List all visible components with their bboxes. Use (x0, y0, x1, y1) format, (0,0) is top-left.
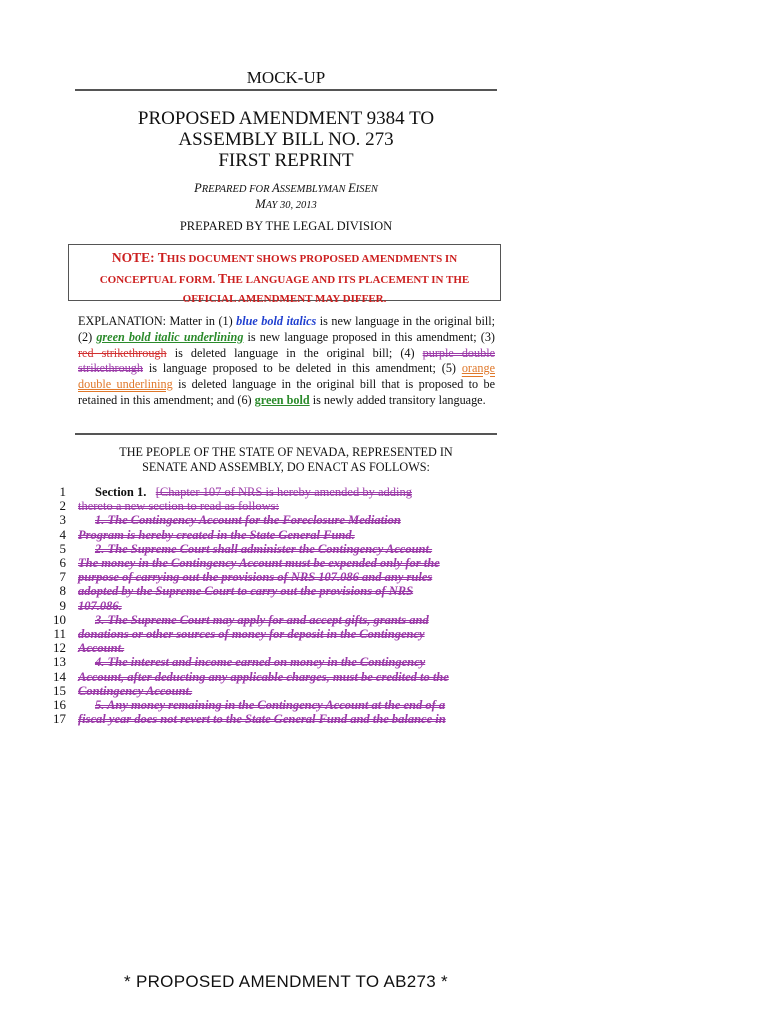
body-line: 2. The Supreme Court shall administer the Contingency Account. (95, 541, 433, 556)
note-text: CONCEPTUAL FORM. (99, 274, 218, 286)
body-line: 1. The Contingency Account for the Foreclosure Mediation (95, 513, 401, 528)
document-title (75, 108, 497, 171)
name-initial: A (272, 181, 280, 195)
line-number: 17 (53, 711, 66, 727)
line-number: 9 (59, 597, 66, 613)
body-line: 107.086. (78, 598, 122, 613)
body-line: 5. Any money remaining in the Contingency Account at the end of a (95, 698, 446, 713)
line-number: 6 (59, 555, 66, 571)
legal-division: PREPARED BY THE LEGAL DIVISION (179, 219, 393, 233)
line-number: 10 (53, 611, 66, 627)
line-number: 15 (53, 682, 66, 698)
prepared-initial: P (194, 181, 202, 195)
title-line: FIRST REPRINT (218, 150, 354, 171)
surname-initial: E (348, 181, 356, 195)
body-line: fiscal year does not revert to the State General Fund and the balance in (78, 712, 446, 727)
body-line: Contingency Account. (78, 683, 193, 698)
date-initial: M (255, 197, 266, 211)
body-line: The money in the Contingency Account must be expended only for the (78, 556, 440, 571)
body-line: donations or other sources of money for deposit in the Contingency (78, 627, 425, 642)
line-number: 13 (53, 654, 66, 670)
date-line (75, 197, 497, 213)
line-numbers (38, 485, 66, 726)
title-line: ASSEMBLY BILL NO. 273 (178, 129, 394, 150)
line-number: 3 (59, 512, 66, 528)
line-number: 2 (59, 498, 66, 514)
name-rest: SSEMBLYMAN (279, 184, 349, 195)
prepared-for (75, 181, 497, 213)
line-number: 11 (53, 626, 66, 642)
line-number: 12 (53, 640, 66, 656)
explanation-text: EXPLANATION: Matter in (1) (78, 314, 237, 328)
date-rest: AY 30, 2013 (265, 200, 317, 211)
legend-orange: orange double underlining (78, 361, 495, 392)
header-divider (75, 89, 497, 91)
note-text: HE LANGUAGE AND ITS PLACEMENT IN THE (227, 274, 470, 286)
enacting-line: THE PEOPLE OF THE STATE OF NEVADA, REPRESENTED IN (119, 445, 453, 459)
body-line: 4. The interest and income earned on money in the Contingency (95, 655, 426, 670)
enacting-clause (75, 445, 497, 475)
line-number: 16 (53, 697, 66, 713)
body-line: purpose of carrying out the provisions of NRS 107.086 and any rules (78, 570, 433, 585)
title-line: PROPOSED AMENDMENT 9384 TO (137, 108, 435, 129)
note-line (69, 248, 500, 269)
note-text: HIS DOCUMENT SHOWS PROPOSED AMENDMENTS IN (166, 253, 458, 265)
mockup-label: MOCK-UP (246, 68, 326, 87)
footer-label: * PROPOSED AMENDMENT TO AB273 * (124, 972, 448, 991)
section-label: Section 1. (95, 485, 147, 499)
body-line: adopted by the Supreme Court to carry out the provisions of NRS (78, 584, 414, 599)
note-big: NOTE: T (111, 250, 167, 265)
line-number: 8 (59, 583, 66, 599)
body-line: Account. (78, 641, 125, 656)
note-line: OFFICIAL AMENDMENT MAY DIFFER. (182, 293, 387, 305)
legend-purple: purple double strikethrough (78, 345, 495, 376)
explanation-text: is deleted language in the original bill; (4) (166, 345, 423, 360)
body-line (78, 485, 498, 499)
legend-green-bold: green bold (254, 392, 310, 407)
prepared-for-line (75, 181, 497, 197)
line-number: 14 (53, 668, 66, 684)
body-line: thereto a new section to read as follows: (78, 499, 279, 514)
note-big: T (217, 271, 227, 286)
line-number: 7 (59, 569, 66, 585)
explanation-divider (75, 433, 497, 435)
explanation-text: is new language proposed in this amendment; (3) (243, 329, 495, 344)
enacting-line: SENATE AND ASSEMBLY, DO ENACT AS FOLLOWS: (142, 460, 430, 474)
prepared-rest: REPARED FOR (201, 184, 273, 195)
legend-green-underline: green bold italic underlining (96, 329, 244, 344)
explanation-text: is language proposed to be deleted in this amendment; (5) (143, 361, 462, 376)
legend-blue: blue bold italics (236, 314, 317, 328)
legend-red: red strikethrough (78, 345, 167, 360)
line-number: 1 (59, 484, 66, 499)
body-line: 3. The Supreme Court may apply for and accept gifts, grants and (95, 612, 429, 627)
body-line: Account, after deducting any applicable charges, must be credited to the (78, 669, 449, 684)
explanation-text: is deleted language in the original bill that is proposed to be retained in this amendment; and (6) (78, 377, 496, 407)
explanation-text: is new language in the original bill; (2) (78, 314, 495, 344)
explanation (78, 314, 495, 409)
line-number: 5 (59, 540, 66, 556)
surname-rest: ISEN (355, 184, 378, 195)
line-number: 4 (59, 526, 66, 542)
deleted-text: [Chapter 107 of NRS is hereby amended by adding (155, 485, 412, 499)
note-line (69, 269, 500, 290)
bill-body (78, 485, 498, 726)
body-line: Program is hereby created in the State General Fund. (78, 527, 355, 542)
note-box (68, 244, 501, 305)
explanation-text: is newly added transitory language. (309, 392, 486, 407)
